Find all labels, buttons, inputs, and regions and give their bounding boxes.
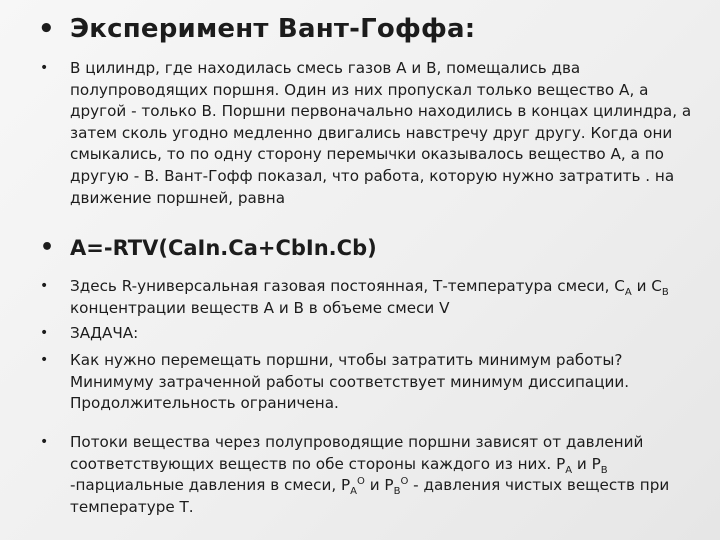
bullet-icon: • (40, 325, 49, 341)
task-label: ЗАДАЧА: (70, 324, 139, 342)
question-item (38, 350, 698, 415)
bullet-icon: • (40, 235, 55, 260)
slide-title: Эксперимент Вант-Гоффа: (70, 14, 476, 44)
definition-text: Здесь R-универсальная газовая постоянная, Т-температура смеси, $С_А$ и $С_В$ концентрации веществ А и В в объеме смеси V (70, 277, 669, 317)
task-item (38, 323, 698, 345)
bullet-icon: • (38, 14, 55, 44)
experiment-text: В цилиндр, где находилась смесь газов А и В, помещались два полупроводящих поршня. Один из них пропускал только вещество А, а другой - только В. Поршни первоначально находились в концах цилиндра, а затем сколь угодно медленно двигались навстречу друг другу. Когда они смыкались, то по одну сторону перемычки оказывалось вещество А, а по другую - В. Вант-Гофф показал, что работа, которую нужно затратить . на движение поршней, равна (70, 59, 692, 207)
flows-text: Потоки вещества через полупроводящие поршни зависят от давлений соответствующих веществ по обе стороны каждого из них. $Р_А$ и $Р_В$ -парциальные давления в смеси, $Р_А^О$ и $Р_В^О$ - давления чистых веществ при температуре Т. (70, 433, 670, 516)
question-text: Как нужно перемещать поршни, чтобы затратить минимум работы? Минимуму затраченной работы соответствует минимум диссипации. Продолжительность ограничена. (70, 351, 630, 413)
definition-item (38, 276, 698, 319)
bullet-icon: • (40, 352, 49, 368)
title-row (38, 14, 698, 44)
bullet-icon: • (40, 278, 49, 294)
paragraph-experiment (38, 58, 698, 209)
formula-item (38, 234, 698, 262)
flows-item (38, 432, 698, 518)
bullet-icon: • (40, 434, 49, 450)
formula: А=-RTV(CaIn.Ca+CbIn.Cb) (70, 236, 377, 260)
bullet-icon: • (40, 60, 49, 76)
